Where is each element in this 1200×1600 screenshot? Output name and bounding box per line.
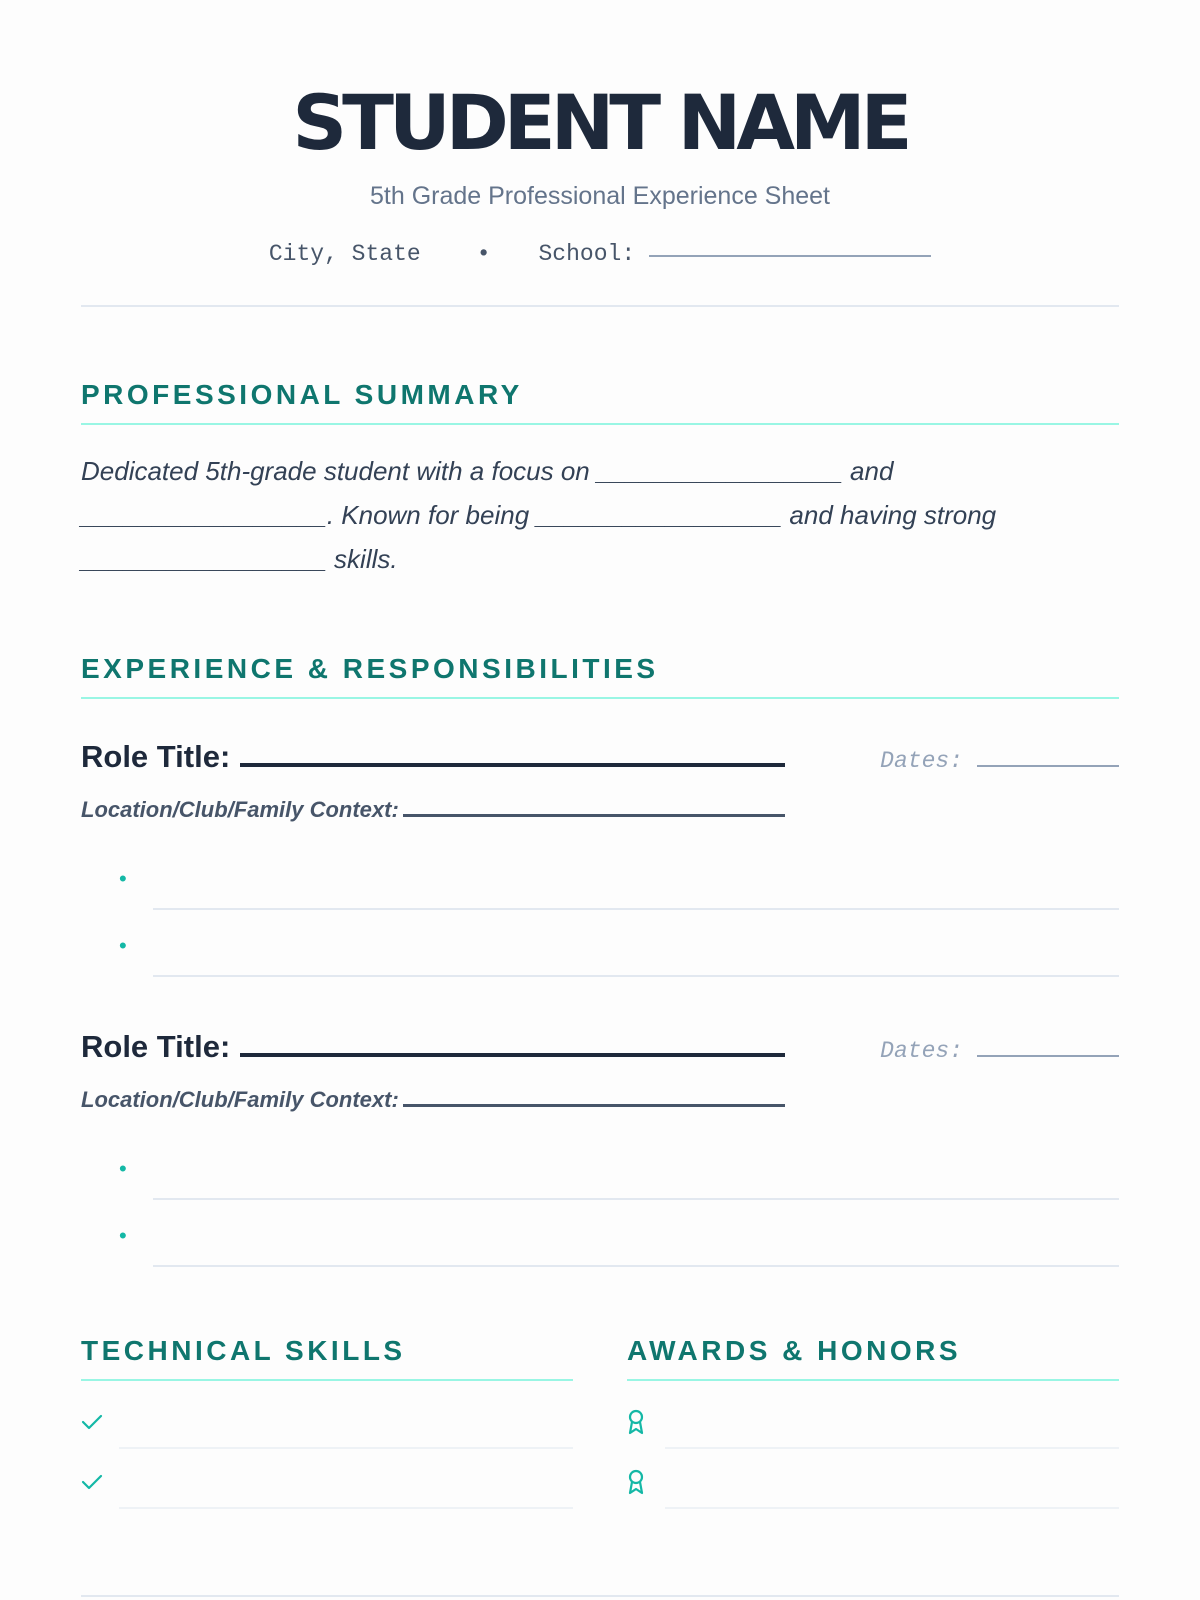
- context-blank: [403, 1104, 785, 1107]
- context-label: Location/Club/Family Context:: [81, 1087, 399, 1112]
- dates-label: Dates:: [880, 748, 963, 774]
- award-blank: [665, 1449, 1119, 1509]
- summary-section: [81, 379, 1119, 581]
- dates-label: Dates:: [880, 1038, 963, 1064]
- role-title: [81, 739, 785, 775]
- check-icon: [81, 1449, 119, 1509]
- award-item: [627, 1389, 1119, 1449]
- awards-list: [627, 1389, 1119, 1509]
- role-title-label: Role Title:: [81, 1029, 231, 1064]
- bullet-blank: [153, 843, 1119, 910]
- bullet-dot: •: [119, 866, 127, 891]
- dates: [880, 1038, 1119, 1064]
- role-entry: [81, 1029, 1119, 1267]
- role-title-blank: [240, 763, 785, 767]
- role-header: [81, 1029, 1119, 1065]
- skill-item: [81, 1389, 573, 1449]
- footer-divider: [81, 1595, 1119, 1597]
- role-title: [81, 1029, 785, 1065]
- skills-heading: TECHNICAL SKILLS: [81, 1335, 573, 1381]
- context-line: [81, 797, 1119, 823]
- bullet-blank: [153, 1200, 1119, 1267]
- bullet-item: [81, 1133, 1119, 1200]
- contact-line: [81, 241, 1119, 267]
- summary-heading: PROFESSIONAL SUMMARY: [81, 379, 1119, 425]
- award-item: [627, 1449, 1119, 1509]
- bullet-list: [81, 1133, 1119, 1267]
- skill-item: [81, 1449, 573, 1509]
- awards-section: [627, 1335, 1119, 1509]
- bullet-dot: •: [119, 1156, 127, 1181]
- skills-awards-row: [81, 1335, 1119, 1509]
- award-ribbon-icon: [627, 1389, 665, 1449]
- skill-blank: [119, 1389, 573, 1449]
- sheet-subtitle: 5th Grade Professional Experience Sheet: [370, 182, 830, 210]
- role-entry: [81, 739, 1119, 977]
- check-icon: [81, 1389, 119, 1449]
- school-blank: [649, 255, 931, 257]
- awards-heading: AWARDS & HONORS: [627, 1335, 1119, 1381]
- skills-section: [81, 1335, 573, 1509]
- experience-section: [81, 653, 1119, 1267]
- bullet-item: [81, 910, 1119, 977]
- student-name: STUDENT NAME: [292, 78, 908, 167]
- summary-text: Dedicated 5th-grade student with a focus on _________________ and _________________. Known for being _________________ and having strong _________________ skills.: [81, 456, 997, 574]
- role-title-label: Role Title:: [81, 739, 231, 774]
- location-text: City, State: [268, 241, 421, 267]
- dates: [880, 748, 1119, 774]
- role-header: [81, 739, 1119, 775]
- dates-blank: [977, 1055, 1119, 1057]
- separator-dot: •: [476, 241, 491, 267]
- bullet-list: [81, 843, 1119, 977]
- skills-list: [81, 1389, 573, 1509]
- header: [81, 0, 1119, 267]
- skill-blank: [119, 1449, 573, 1509]
- role-title-blank: [240, 1053, 785, 1057]
- bullet-blank: [153, 910, 1119, 977]
- context-label: Location/Club/Family Context:: [81, 797, 399, 822]
- dates-blank: [977, 765, 1119, 767]
- header-divider: [81, 305, 1119, 307]
- bullet-dot: •: [119, 933, 127, 958]
- award-ribbon-icon: [627, 1449, 665, 1509]
- bullet-item: [81, 843, 1119, 910]
- bullet-blank: [153, 1133, 1119, 1200]
- award-blank: [665, 1389, 1119, 1449]
- bullet-item: [81, 1200, 1119, 1267]
- experience-heading: EXPERIENCE & RESPONSIBILITIES: [81, 653, 1119, 699]
- school-label: School:: [538, 241, 636, 267]
- context-line: [81, 1087, 1119, 1113]
- context-blank: [403, 814, 785, 817]
- bullet-dot: •: [119, 1223, 127, 1248]
